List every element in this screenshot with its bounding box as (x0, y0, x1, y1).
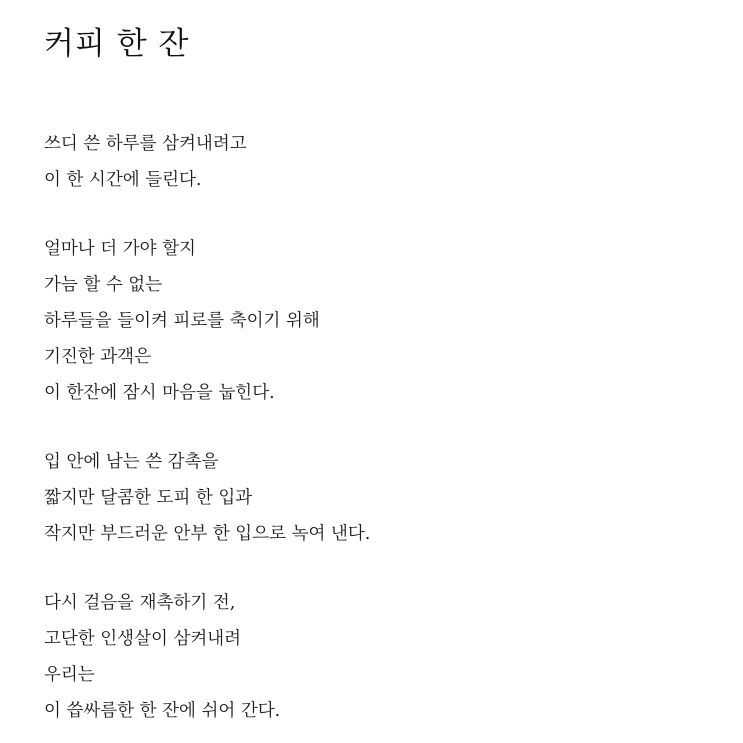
poem-line: 짧지만 달콤한 도피 한 입과 (44, 488, 253, 508)
poem-line: 얼마나 더 가야 할지 (44, 239, 196, 259)
stanza-3 (44, 444, 704, 552)
poem-line: 하루들을 들이켜 피로를 축이기 위해 (44, 311, 320, 331)
poem-line: 입 안에 남는 쓴 감촉을 (44, 452, 219, 472)
poem-line: 이 한잔에 잠시 마음을 눕힌다. (44, 383, 275, 403)
stanza-1 (44, 126, 704, 198)
poem-body (44, 126, 704, 729)
poem-line: 우리는 (44, 665, 95, 685)
stanza-divider (44, 411, 704, 444)
stanza-2 (44, 231, 704, 411)
poem-line: 고단한 인생살이 삼켜내려 (44, 629, 242, 649)
poem-title: 커피 한 잔 (44, 26, 190, 62)
poem-line: 다시 걸음을 재촉하기 전, (44, 593, 236, 613)
stanza-4 (44, 585, 704, 729)
poem-line: 작지만 부드러운 안부 한 입으로 녹여 낸다. (44, 524, 371, 544)
poem-line: 기진한 과객은 (44, 347, 151, 367)
poem-line: 쓰디 쓴 하루를 삼켜내려고 (44, 134, 247, 154)
stanza-divider (44, 198, 704, 231)
poem-line: 이 한 시간에 들린다. (44, 170, 202, 190)
poem-page (44, 0, 724, 743)
poem-line: 가늠 할 수 없는 (44, 275, 163, 295)
stanza-divider (44, 552, 704, 585)
poem-line: 이 씁싸름한 한 잔에 쉬어 간다. (44, 701, 281, 721)
